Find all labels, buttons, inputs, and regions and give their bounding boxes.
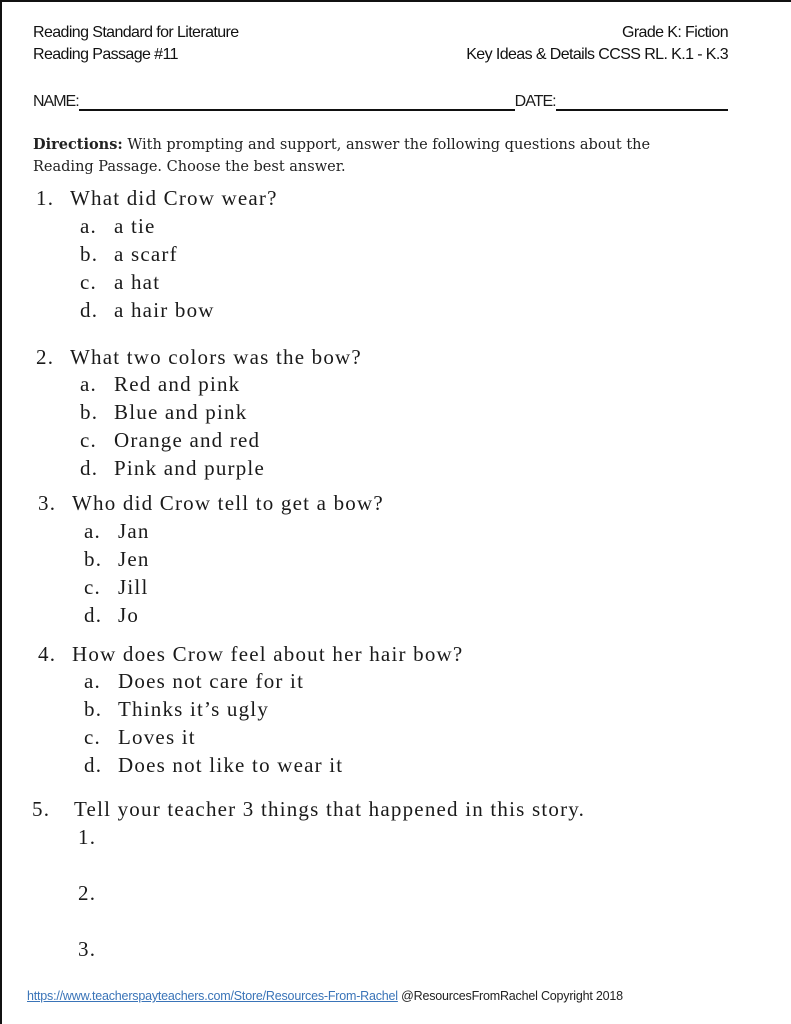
option-text: Blue and pink: [114, 400, 248, 424]
passage-number: Reading Passage #11: [33, 46, 178, 63]
option-text: a tie: [114, 214, 156, 238]
question-number: 1.: [36, 186, 55, 210]
option-letter: b.: [84, 697, 103, 721]
blank-number: 2.: [78, 881, 97, 905]
option-letter: a.: [84, 669, 101, 693]
standard-title: Reading Standard for Literature: [33, 24, 239, 41]
question-text: Who did Crow tell to get a bow?: [72, 491, 384, 515]
option-text: a hat: [114, 270, 161, 294]
question-4: [38, 642, 463, 667]
header-left: [33, 22, 239, 66]
option-text: Does not like to wear it: [118, 753, 344, 777]
q4-option-d[interactable]: [84, 753, 343, 778]
q2-option-b[interactable]: [80, 400, 247, 425]
date-label: DATE:: [514, 93, 556, 110]
option-text: Jen: [118, 547, 150, 571]
store-link[interactable]: https://www.teacherspayteachers.com/Store/Resources-From-Rachel: [27, 989, 398, 1003]
option-text: Jill: [118, 575, 149, 599]
q1-option-b[interactable]: [80, 242, 178, 267]
header-right: [466, 22, 728, 66]
q3-option-d[interactable]: [84, 603, 139, 628]
option-letter: a.: [80, 372, 97, 396]
question-text: How does Crow feel about her hair bow?: [72, 642, 464, 666]
q1-option-c[interactable]: [80, 270, 160, 295]
q2-option-c[interactable]: [80, 428, 260, 453]
footer: [27, 989, 623, 1003]
blank-number: 3.: [78, 937, 97, 961]
q4-option-a[interactable]: [84, 669, 304, 694]
option-text: Loves it: [118, 725, 196, 749]
page-border-left: [0, 0, 2, 1024]
q1-option-d[interactable]: [80, 298, 215, 323]
option-letter: c.: [80, 428, 97, 452]
q4-option-c[interactable]: [84, 725, 196, 750]
question-1: [36, 186, 278, 211]
option-letter: d.: [80, 298, 99, 322]
q5-blank-2[interactable]: [78, 881, 96, 906]
option-letter: d.: [80, 456, 99, 480]
option-letter: a.: [84, 519, 101, 543]
blank-number: 1.: [78, 825, 97, 849]
option-letter: d.: [84, 603, 103, 627]
q3-option-c[interactable]: [84, 575, 148, 600]
option-letter: c.: [84, 575, 101, 599]
q3-option-b[interactable]: [84, 547, 150, 572]
option-letter: b.: [80, 242, 99, 266]
question-2: [36, 345, 362, 370]
directions-label: Directions:: [33, 136, 123, 153]
option-letter: d.: [84, 753, 103, 777]
question-number: 2.: [36, 345, 55, 369]
page-border-top: [0, 0, 791, 2]
q3-option-a[interactable]: [84, 519, 150, 544]
option-text: Does not care for it: [118, 669, 305, 693]
directions-text: With prompting and support, answer the following questions about the Reading Passage. Choose the best answer.: [33, 137, 651, 175]
option-letter: c.: [80, 270, 97, 294]
q2-option-a[interactable]: [80, 372, 240, 397]
standards-label: Key Ideas & Details CCSS RL. K.1 - K.3: [466, 46, 728, 63]
date-field[interactable]: [556, 93, 728, 111]
directions: [33, 134, 713, 178]
question-number: 5.: [32, 797, 51, 821]
question-text: What did Crow wear?: [70, 186, 278, 210]
grade-label: Grade K: Fiction: [621, 24, 728, 41]
option-text: a scarf: [114, 242, 178, 266]
question-3: [38, 491, 384, 516]
option-letter: b.: [84, 547, 103, 571]
question-text: Tell your teacher 3 things that happened in this story.: [74, 797, 586, 821]
option-text: Orange and red: [114, 428, 261, 452]
question-5: [32, 797, 585, 822]
name-field[interactable]: [79, 93, 515, 111]
question-text: What two colors was the bow?: [70, 345, 362, 369]
name-label: NAME:: [33, 93, 79, 110]
q5-blank-3[interactable]: [78, 937, 96, 962]
option-text: Red and pink: [114, 372, 241, 396]
question-number: 4.: [38, 642, 57, 666]
option-text: a hair bow: [114, 298, 215, 322]
q2-option-d[interactable]: [80, 456, 265, 481]
q5-blank-1[interactable]: [78, 825, 96, 850]
name-date-row: [33, 93, 743, 111]
q1-option-a[interactable]: [80, 214, 156, 239]
option-text: Thinks it’s ugly: [118, 697, 270, 721]
option-text: Jo: [118, 603, 140, 627]
option-text: Jan: [118, 519, 150, 543]
option-letter: b.: [80, 400, 99, 424]
question-number: 3.: [38, 491, 57, 515]
q4-option-b[interactable]: [84, 697, 269, 722]
copyright-text: @ResourcesFromRachel Copyright 2018: [397, 989, 623, 1003]
option-text: Pink and purple: [114, 456, 265, 480]
option-letter: a.: [80, 214, 97, 238]
option-letter: c.: [84, 725, 101, 749]
